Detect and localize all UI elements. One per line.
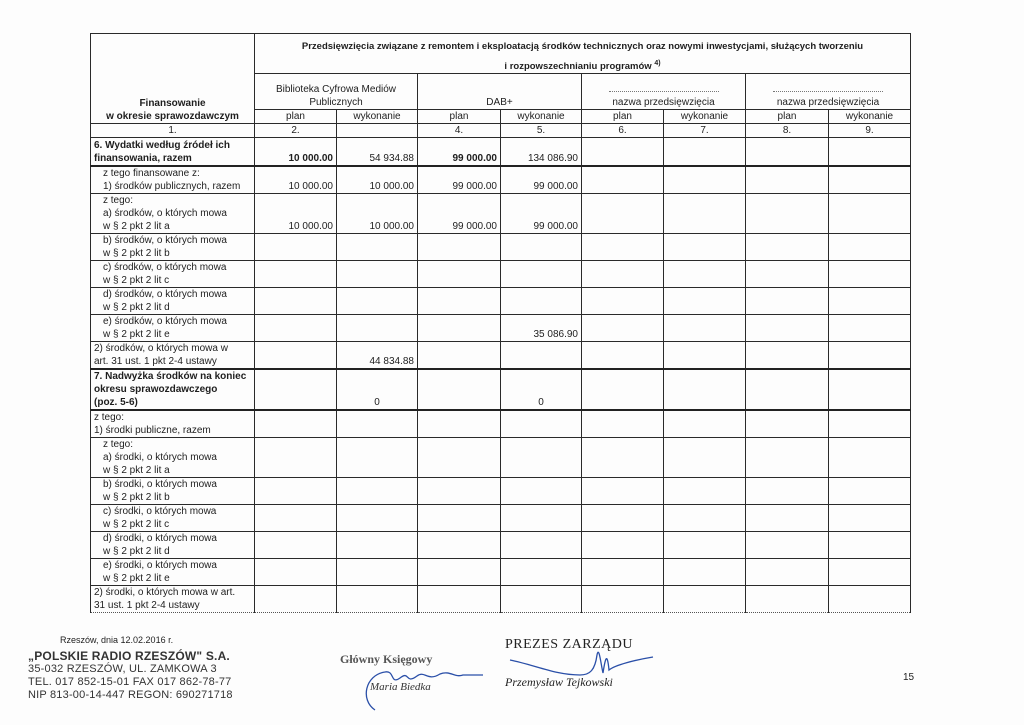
value-cell	[418, 410, 501, 438]
value-cell: 54 934.88	[337, 138, 418, 166]
value-cell	[582, 437, 664, 477]
value-cell	[418, 341, 501, 369]
president-signature-icon	[505, 645, 655, 695]
value-cell: 99 000.00	[418, 193, 501, 233]
project-header	[255, 74, 418, 110]
table-row	[91, 369, 911, 410]
value-cell	[582, 410, 664, 438]
row-label-line: a) środków, o których mowa	[103, 207, 227, 219]
place-date: Rzeszów, dnia 12.02.2016 r.	[60, 635, 174, 645]
table-row	[91, 504, 911, 531]
execution-header: wykonanie	[829, 110, 911, 124]
row-label	[91, 166, 255, 194]
row-label-line: z tego:	[94, 411, 125, 423]
value-cell	[746, 558, 829, 585]
financing-table	[90, 33, 911, 613]
table-row	[91, 260, 911, 287]
value-cell	[337, 437, 418, 477]
value-cell: 99 000.00	[418, 166, 501, 194]
value-cell	[746, 287, 829, 314]
value-cell	[746, 585, 829, 612]
project-name: DAB+	[486, 97, 513, 108]
value-cell	[337, 585, 418, 612]
stamp-company: „POLSKIE RADIO RZESZÓW" S.A.	[28, 649, 230, 663]
value-cell	[255, 437, 337, 477]
value-cell	[582, 341, 664, 369]
page-number: 15	[903, 672, 915, 683]
row-label-line: z tego finansowane z:	[103, 167, 200, 179]
project-name: nazwa przedsięwzięcia	[612, 97, 715, 108]
value-cell	[418, 531, 501, 558]
row-label-line: a) środki, o których mowa	[103, 451, 217, 463]
value-cell	[501, 410, 582, 438]
table-row	[91, 531, 911, 558]
value-cell	[418, 233, 501, 260]
row-label	[91, 314, 255, 341]
plan-header: plan	[255, 110, 337, 124]
column-number: 4.	[418, 124, 501, 138]
value-cell	[418, 558, 501, 585]
row-label-line: 7. Nadwyżka środków na koniec	[94, 370, 247, 382]
value-cell	[746, 410, 829, 438]
table-row	[91, 314, 911, 341]
value-cell	[746, 504, 829, 531]
row-label-line: e) środków, o których mowa	[103, 315, 227, 327]
row-label-line: finansowania, razem	[94, 152, 192, 164]
value-cell	[664, 287, 746, 314]
row-label-line: w § 2 pkt 2 lit c	[103, 274, 170, 286]
value-cell	[664, 138, 746, 166]
value-cell	[582, 193, 664, 233]
row-label-line: w § 2 pkt 2 lit d	[103, 545, 170, 557]
value-cell: 99 000.00	[501, 166, 582, 194]
value-cell	[829, 341, 911, 369]
value-cell	[501, 531, 582, 558]
row-label-line: d) środki, o których mowa	[103, 532, 217, 544]
value-cell	[829, 477, 911, 504]
value-cell	[582, 369, 664, 410]
value-cell	[829, 558, 911, 585]
accountant-signature-icon	[355, 660, 485, 720]
value-cell	[829, 287, 911, 314]
row-label-line: 1) środki publiczne, razem	[94, 424, 211, 436]
value-cell	[255, 341, 337, 369]
president-name: Przemysław Tejkowski	[505, 675, 613, 689]
project-name: nazwa przedsięwzięcia	[776, 97, 880, 108]
row-label-line: z tego:	[103, 194, 134, 206]
financing-header	[91, 34, 255, 124]
group-title	[255, 34, 911, 74]
value-cell	[255, 260, 337, 287]
value-cell	[255, 369, 337, 410]
value-cell	[418, 287, 501, 314]
value-cell	[582, 558, 664, 585]
stamp-phones: TEL. 017 852-15-01 FAX 017 862-78-77	[28, 676, 232, 688]
value-cell	[664, 410, 746, 438]
row-label	[91, 504, 255, 531]
value-cell	[255, 233, 337, 260]
column-number: 2.	[255, 124, 337, 138]
value-cell	[337, 531, 418, 558]
value-cell	[829, 585, 911, 612]
value-cell	[746, 531, 829, 558]
value-cell	[582, 166, 664, 194]
row-label	[91, 260, 255, 287]
row-label-line: d) środków, o których mowa	[103, 288, 227, 300]
row-label	[91, 531, 255, 558]
value-cell	[418, 437, 501, 477]
value-cell	[746, 260, 829, 287]
row-label	[91, 410, 255, 438]
value-cell	[746, 166, 829, 194]
row-label-line: 2) środki, o których mowa w art.	[94, 586, 236, 598]
value-cell	[255, 531, 337, 558]
financing-label-line2: w okresie sprawozdawczym	[106, 111, 239, 122]
row-label	[91, 437, 255, 477]
table-row	[91, 585, 911, 612]
value-cell: 0	[337, 369, 418, 410]
value-cell	[418, 314, 501, 341]
value-cell	[664, 437, 746, 477]
value-cell: 99 000.00	[418, 138, 501, 166]
value-cell	[746, 369, 829, 410]
stamp-ids: NIP 813-00-14-447 REGON: 690271718	[28, 689, 233, 701]
footnote-ref: 4)	[654, 59, 661, 67]
value-cell	[664, 585, 746, 612]
row-label-line: b) środki, o których mowa	[103, 478, 217, 490]
table-row	[91, 558, 911, 585]
group-title-line2: i rozpowszechnianiu programów	[504, 61, 652, 72]
row-label	[91, 369, 255, 410]
value-cell	[501, 260, 582, 287]
row-label	[91, 233, 255, 260]
value-cell	[582, 477, 664, 504]
value-cell	[255, 585, 337, 612]
plan-header: plan	[582, 110, 664, 124]
column-number: 1.	[91, 124, 255, 138]
value-cell: 10 000.00	[255, 138, 337, 166]
row-label-line: okresu sprawozdawczego	[94, 383, 218, 395]
row-label-line: c) środki, o których mowa	[103, 505, 217, 517]
value-cell	[255, 477, 337, 504]
value-cell: 10 000.00	[337, 193, 418, 233]
execution-header: wykonanie	[337, 110, 418, 124]
table-row	[91, 233, 911, 260]
column-number: 7.	[664, 124, 746, 138]
table-row	[91, 341, 911, 369]
value-cell	[501, 477, 582, 504]
value-cell	[664, 504, 746, 531]
value-cell	[582, 504, 664, 531]
financing-label-line1: Finansowanie	[139, 98, 206, 109]
value-cell	[418, 504, 501, 531]
value-cell	[337, 260, 418, 287]
value-cell	[746, 477, 829, 504]
value-cell	[829, 437, 911, 477]
column-number: 8.	[746, 124, 829, 138]
value-cell	[829, 504, 911, 531]
value-cell	[582, 138, 664, 166]
table-row	[91, 437, 911, 477]
dotted-placeholder	[609, 87, 719, 92]
row-label-line: w § 2 pkt 2 lit e	[103, 572, 170, 584]
table-row	[91, 477, 911, 504]
accountant-name: Maria Biedka	[370, 681, 431, 693]
row-label-line: c) środków, o których mowa	[103, 261, 227, 273]
value-cell	[664, 260, 746, 287]
dotted-placeholder	[773, 87, 883, 92]
value-cell	[664, 233, 746, 260]
row-label-line: 1) środków publicznych, razem	[103, 180, 241, 192]
row-label-line: 31 ust. 1 pkt 2-4 ustawy	[94, 599, 200, 611]
value-cell	[501, 341, 582, 369]
row-label-line: w § 2 pkt 2 lit b	[103, 491, 170, 503]
value-cell	[746, 341, 829, 369]
value-cell	[501, 504, 582, 531]
project-header	[582, 74, 746, 110]
value-cell	[582, 260, 664, 287]
row-label	[91, 193, 255, 233]
value-cell	[829, 531, 911, 558]
value-cell	[337, 314, 418, 341]
value-cell	[664, 558, 746, 585]
value-cell	[829, 314, 911, 341]
value-cell	[664, 166, 746, 194]
value-cell: 10 000.00	[255, 193, 337, 233]
stamp-address: 35-032 RZESZÓW, UL. ZAMKOWA 3	[28, 663, 217, 675]
value-cell	[582, 585, 664, 612]
column-number	[337, 124, 418, 138]
value-cell	[829, 233, 911, 260]
row-label-line: w § 2 pkt 2 lit a	[103, 220, 170, 232]
value-cell	[418, 369, 501, 410]
value-cell	[501, 233, 582, 260]
value-cell	[746, 233, 829, 260]
execution-header: wykonanie	[664, 110, 746, 124]
value-cell: 134 086.90	[501, 138, 582, 166]
value-cell	[582, 233, 664, 260]
value-cell	[255, 558, 337, 585]
table-row	[91, 166, 911, 194]
row-label-line: w § 2 pkt 2 lit c	[103, 518, 170, 530]
value-cell	[746, 437, 829, 477]
value-cell	[829, 260, 911, 287]
execution-header: wykonanie	[501, 110, 582, 124]
group-title-line1: Przedsięwzięcia związane z remontem i eksploatacją środków technicznych oraz nowymi inwestycjami, służących tworzeniu	[301, 40, 864, 52]
value-cell	[829, 166, 911, 194]
row-label-line: b) środków, o których mowa	[103, 234, 227, 246]
value-cell	[337, 233, 418, 260]
value-cell	[582, 314, 664, 341]
president-role: PREZES ZARZĄDU	[505, 637, 633, 652]
row-label-line: w § 2 pkt 2 lit d	[103, 301, 170, 313]
accountant-role: Główny Księgowy	[340, 652, 433, 666]
value-cell	[829, 193, 911, 233]
value-cell	[255, 410, 337, 438]
row-label-line: 6. Wydatki według źródeł ich	[94, 139, 230, 151]
row-label-line: (poz. 5-6)	[94, 396, 138, 408]
table-row	[91, 138, 911, 166]
row-label	[91, 138, 255, 166]
table-row	[91, 193, 911, 233]
row-label-line: w § 2 pkt 2 lit e	[103, 328, 170, 340]
column-number: 6.	[582, 124, 664, 138]
value-cell	[582, 287, 664, 314]
value-cell	[829, 410, 911, 438]
company-stamp	[28, 650, 233, 702]
value-cell	[418, 260, 501, 287]
value-cell	[255, 314, 337, 341]
value-cell	[255, 287, 337, 314]
value-cell: 10 000.00	[255, 166, 337, 194]
value-cell	[664, 477, 746, 504]
row-label-line: art. 31 ust. 1 pkt 2-4 ustawy	[94, 355, 217, 367]
value-cell	[337, 558, 418, 585]
value-cell	[418, 477, 501, 504]
project-header	[418, 74, 582, 110]
table-row	[91, 287, 911, 314]
column-number: 5.	[501, 124, 582, 138]
row-label	[91, 341, 255, 369]
value-cell: 35 086.90	[501, 314, 582, 341]
value-cell	[582, 531, 664, 558]
row-label	[91, 287, 255, 314]
value-cell	[746, 138, 829, 166]
row-label	[91, 558, 255, 585]
row-label-line: w § 2 pkt 2 lit b	[103, 247, 170, 259]
value-cell	[664, 314, 746, 341]
value-cell	[501, 558, 582, 585]
value-cell	[337, 504, 418, 531]
value-cell	[664, 341, 746, 369]
value-cell	[418, 585, 501, 612]
plan-header: plan	[418, 110, 501, 124]
project-name: Biblioteka Cyfrowa Mediów Publicznych	[275, 84, 397, 108]
value-cell	[746, 193, 829, 233]
value-cell	[337, 287, 418, 314]
table-row	[91, 410, 911, 438]
row-label-line: z tego:	[103, 438, 134, 450]
value-cell	[829, 369, 911, 410]
value-cell	[501, 437, 582, 477]
plan-header: plan	[746, 110, 829, 124]
row-label-line: e) środki, o których mowa	[103, 559, 217, 571]
value-cell	[337, 410, 418, 438]
column-number: 9.	[829, 124, 911, 138]
value-cell	[664, 193, 746, 233]
project-header	[746, 74, 911, 110]
value-cell	[664, 531, 746, 558]
value-cell: 0	[501, 369, 582, 410]
value-cell	[829, 138, 911, 166]
value-cell	[746, 314, 829, 341]
row-label-line: 2) środków, o których mowa w	[94, 342, 228, 354]
value-cell	[501, 287, 582, 314]
row-label	[91, 477, 255, 504]
row-label-line: w § 2 pkt 2 lit a	[103, 464, 170, 476]
value-cell	[501, 585, 582, 612]
value-cell: 99 000.00	[501, 193, 582, 233]
row-label	[91, 585, 255, 612]
value-cell: 10 000.00	[337, 166, 418, 194]
value-cell	[255, 504, 337, 531]
value-cell	[664, 369, 746, 410]
value-cell: 44 834.88	[337, 341, 418, 369]
value-cell	[337, 477, 418, 504]
